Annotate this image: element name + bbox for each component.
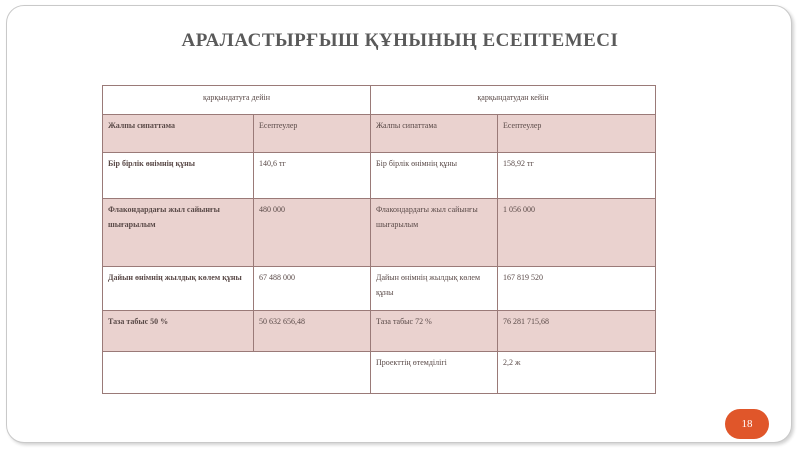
group-header-after: қарқындатудан кейін (371, 86, 656, 115)
empty-cell (103, 352, 371, 394)
col-header-calc-before: Есептеулер (254, 115, 371, 153)
slide-title: АРАЛАСТЫРҒЫШ ҚҰНЫНЫҢ ЕСЕПТЕМЕСІ (181, 30, 619, 51)
col-header-description-before: Жалпы сипаттама (103, 115, 254, 153)
group-header-before: қарқындатуға дейін (103, 86, 371, 115)
table-row (103, 267, 656, 311)
cell-label-before: Таза табыс 50 % (103, 311, 254, 352)
cell-label-before: Флакондардағы жыл сайынғы шығарылым (103, 199, 254, 267)
col-header-calc-after: Есептеулер (498, 115, 656, 153)
cell-label-before: Дайын өнімнің жылдық көлем құны (103, 267, 254, 311)
cell-label-before: Бір бірлік өнімнің құны (103, 153, 254, 199)
cell-label-after: Таза табыс 72 % (371, 311, 498, 352)
cell-value-before: 50 632 656,48 (254, 311, 371, 352)
group-header-row (103, 86, 656, 115)
page-number-badge: 18 (725, 409, 769, 439)
cell-value-after: 2,2 ж (498, 352, 656, 394)
cell-value-before: 480 000 (254, 199, 371, 267)
table-row (103, 311, 656, 352)
cell-value-after: 1 056 000 (498, 199, 656, 267)
cell-value-before: 140,6 тг (254, 153, 371, 199)
cell-label-after: Флакондардағы жыл сайынғы шығарылым (371, 199, 498, 267)
cell-label-after: Проекттің өтемділігі (371, 352, 498, 394)
cell-value-after: 76 281 715,68 (498, 311, 656, 352)
cell-value-after: 167 819 520 (498, 267, 656, 311)
table-row (103, 153, 656, 199)
table-row (103, 352, 656, 394)
cell-label-after: Бір бірлік өнімнің құны (371, 153, 498, 199)
column-header-row (103, 115, 656, 153)
table-row (103, 199, 656, 267)
col-header-description-after: Жалпы сипаттама (371, 115, 498, 153)
cell-value-after: 158,92 тг (498, 153, 656, 199)
calculation-table (102, 85, 656, 394)
cell-value-before: 67 488 000 (254, 267, 371, 311)
cell-label-after: Дайын өнімнің жылдық көлем құны (371, 267, 498, 311)
